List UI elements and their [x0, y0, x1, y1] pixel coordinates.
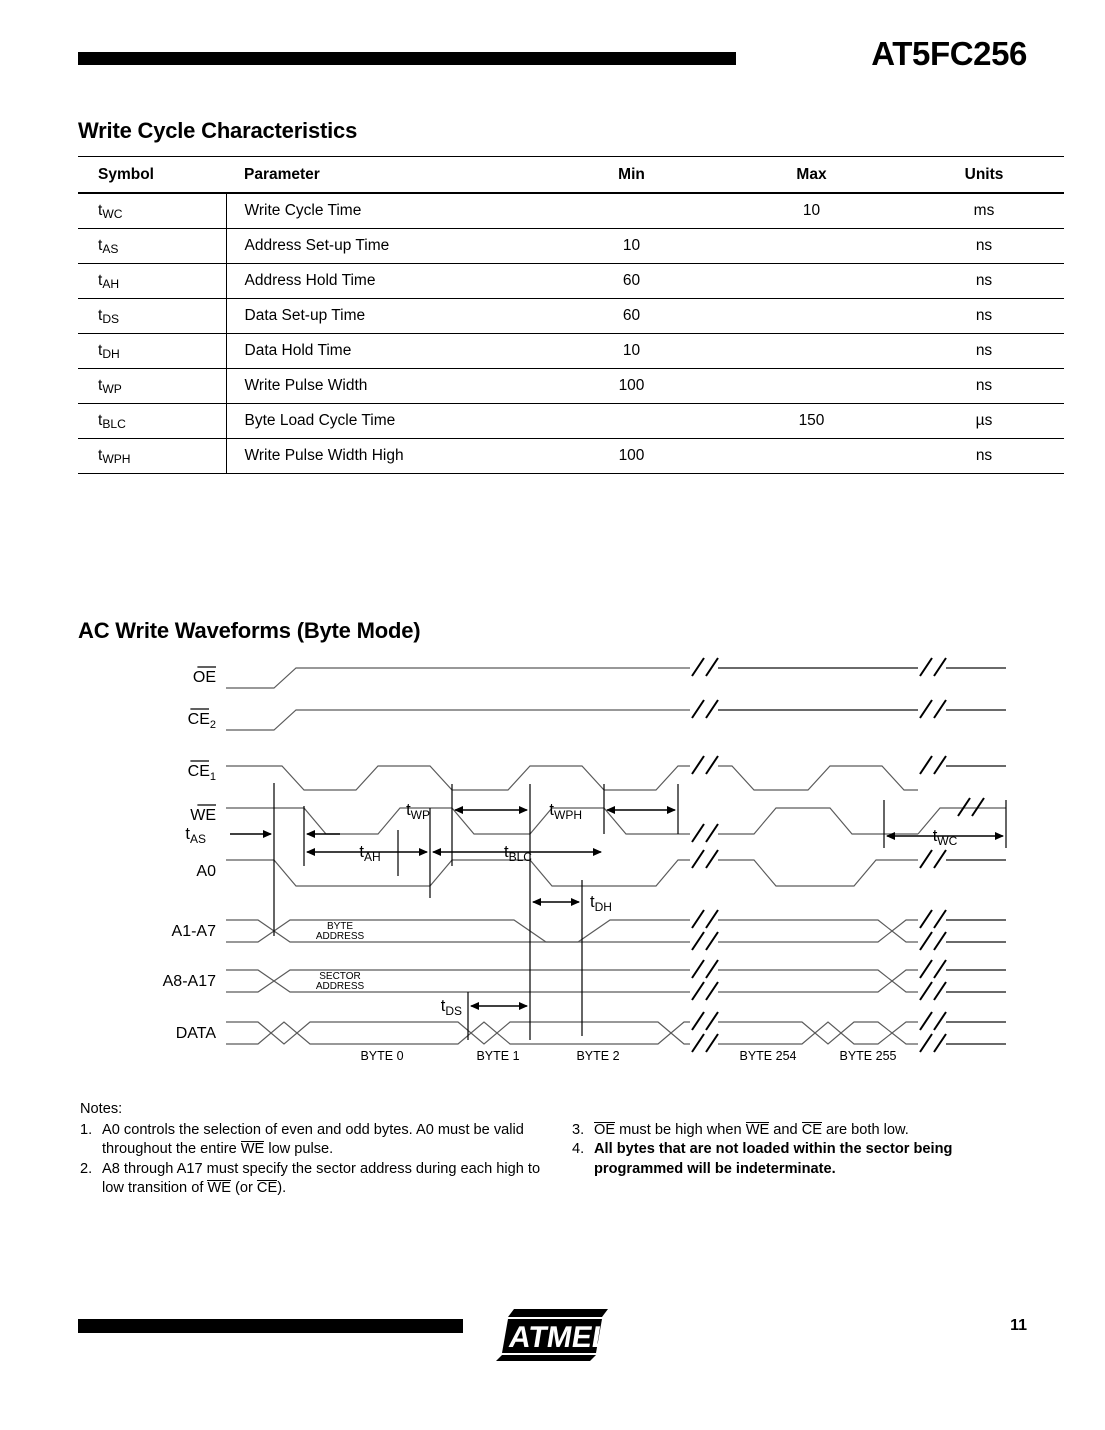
- write-cycle-characteristics-table: [78, 156, 1026, 474]
- signal-label-group: [163, 667, 217, 1042]
- overlined-signal: OE: [594, 1121, 616, 1138]
- timing-label-t-ds: $t_{DS}$: [440, 997, 462, 1018]
- ac-write-waveform-diagram: [78, 648, 1026, 1073]
- atmel-logo-text: ATMEL: [506, 1321, 613, 1354]
- cell-min: 10: [544, 334, 719, 369]
- table-row: [78, 334, 1064, 369]
- signal-label-ce: $CE_2$: [187, 711, 216, 731]
- table-row: [78, 264, 1064, 299]
- break-mark-a0: [692, 850, 946, 868]
- data-byte-label-group: [360, 1049, 896, 1063]
- waveform-trace-we: [226, 808, 1006, 834]
- signal-label-a8-a17: A8-A17: [162, 973, 216, 990]
- cell-units: ns: [904, 299, 1064, 334]
- break-mark-a1-a7: [692, 910, 946, 950]
- cell-min: [544, 193, 719, 229]
- column-header-units: Units: [904, 157, 1064, 194]
- cell-symbol: $t_{AS}$: [78, 229, 226, 264]
- timing-label-t-as: $t_{AS}$: [185, 825, 206, 846]
- overlined-signal: WE: [240, 1141, 265, 1157]
- cell-min: 100: [544, 439, 719, 474]
- timing-label-t-wph: $t_{WPH}$: [549, 801, 582, 822]
- note-item: [80, 1121, 548, 1160]
- column-header-parameter: Parameter: [226, 157, 544, 194]
- section-heading-write-cycle: Write Cycle Characteristics: [78, 118, 358, 143]
- timing-label-t-wc: $t_{WC}$: [932, 827, 958, 848]
- note-text: A8 through A17 must specify the sector address during each high to low transition of WE (or CE).: [102, 1160, 541, 1196]
- cell-units: ns: [904, 229, 1064, 264]
- table-header-row: [78, 157, 1064, 194]
- signal-label-a1-a7: A1-A7: [171, 923, 216, 940]
- cell-symbol: $t_{DS}$: [78, 299, 226, 334]
- signal-label-data: DATA: [175, 1025, 216, 1042]
- column-header-max: Max: [719, 157, 904, 194]
- footer-rule: [78, 1319, 463, 1333]
- column-header-symbol: Symbol: [78, 157, 226, 194]
- cell-max: 150: [719, 404, 904, 439]
- cell-max: [719, 334, 904, 369]
- page-header: [0, 0, 1105, 95]
- note-item: [572, 1140, 1040, 1179]
- waveform-svg: [78, 648, 1026, 1073]
- bus-annotation-byte-line1: BYTE: [326, 921, 354, 932]
- signal-label-a0: A0: [196, 863, 216, 880]
- table-header: [78, 157, 1064, 194]
- note-number: 4.: [572, 1141, 585, 1157]
- note-number: 3.: [572, 1121, 585, 1138]
- cell-max: [719, 229, 904, 264]
- timing-guide-lines: [274, 783, 1006, 1040]
- data-byte-label: BYTE 255: [839, 1049, 897, 1063]
- notes-column-right: [572, 1121, 1040, 1199]
- break-mark-a8-a17: [692, 960, 946, 1000]
- waveform-trace-a0: [226, 860, 1006, 886]
- note-item: [572, 1121, 1040, 1141]
- data-byte-label: BYTE 1: [476, 1049, 520, 1063]
- page-title: AT5FC256: [871, 35, 1027, 72]
- cell-max: [719, 439, 904, 474]
- waveform-trace-data: [226, 1022, 1006, 1044]
- note-number: 1.: [80, 1121, 93, 1138]
- bus-annotation-byte-line2: ADDRESS: [315, 931, 365, 942]
- timing-label-t-dh: $t_{DH}$: [590, 893, 612, 914]
- cell-symbol: $t_{WPH}$: [78, 439, 226, 474]
- cell-units: ns: [904, 439, 1064, 474]
- cell-parameter: Byte Load Cycle Time: [226, 404, 544, 439]
- cell-parameter: Write Cycle Time: [226, 193, 544, 229]
- table-row: [78, 299, 1064, 334]
- overlined-signal: CE: [801, 1121, 822, 1138]
- notes-title: Notes:: [80, 1101, 123, 1117]
- timing-label-group: [185, 801, 957, 1018]
- timing-label-t-ah: $t_{AH}$: [359, 843, 381, 864]
- table-row: [78, 404, 1064, 439]
- break-mark-data: [692, 1012, 946, 1052]
- notes-section: [80, 1100, 1040, 1199]
- data-byte-label: BYTE 2: [576, 1049, 620, 1063]
- break-mark-oe: [692, 658, 946, 676]
- table-row: [78, 193, 1064, 229]
- break-mark-ce1: [692, 756, 946, 774]
- cell-symbol: $t_{DH}$: [78, 334, 226, 369]
- cell-units: ns: [904, 264, 1064, 299]
- data-byte-label: BYTE 0: [360, 1049, 404, 1063]
- signal-label-we: WE: [190, 807, 216, 824]
- overlined-signal: WE: [745, 1121, 770, 1138]
- cell-parameter: Write Pulse Width High: [226, 439, 544, 474]
- cell-min: 100: [544, 369, 719, 404]
- cell-symbol: $t_{AH}$: [78, 264, 226, 299]
- waveform-trace-ce2: [226, 710, 1006, 730]
- atmel-logo: [490, 1295, 615, 1363]
- cell-max: [719, 264, 904, 299]
- section-heading-ac-write-waveforms: AC Write Waveforms (Byte Mode): [78, 618, 421, 643]
- column-header-min: Min: [544, 157, 719, 194]
- note-item: [80, 1160, 548, 1199]
- cell-parameter: Address Hold Time: [226, 264, 544, 299]
- bus-annotation-sector-line1: SECTOR: [319, 971, 361, 982]
- cell-min: 10: [544, 229, 719, 264]
- note-text: A0 controls the selection of even and odd bytes. A0 must be valid throughout the entire WE low pulse.: [102, 1121, 524, 1157]
- data-byte-label: BYTE 254: [739, 1049, 797, 1063]
- cell-units: ns: [904, 369, 1064, 404]
- page-number: 11: [1010, 1317, 1027, 1334]
- note-number: 2.: [80, 1160, 93, 1177]
- cell-max: [719, 369, 904, 404]
- cell-units: ns: [904, 334, 1064, 369]
- signal-label-ce: $CE_1$: [187, 763, 216, 783]
- cell-symbol: $t_{WC}$: [78, 193, 226, 229]
- cell-symbol: $t_{BLC}$: [78, 404, 226, 439]
- cell-max: [719, 299, 904, 334]
- cell-min: 60: [544, 299, 719, 334]
- cell-min: [544, 404, 719, 439]
- timing-label-t-wp: $t_{WP}$: [406, 801, 430, 822]
- notes-column-left: [80, 1121, 548, 1199]
- cell-parameter: Data Hold Time: [226, 334, 544, 369]
- page-footer: [0, 1295, 1105, 1375]
- cell-units: ms: [904, 193, 1064, 229]
- bus-annotation-sector-line2: ADDRESS: [315, 981, 365, 992]
- spec-table: [78, 156, 1064, 474]
- table-row: [78, 229, 1064, 264]
- cell-parameter: Data Set-up Time: [226, 299, 544, 334]
- overlined-signal: WE: [207, 1180, 231, 1196]
- timing-label-t-blc: $t_{BLC}$: [504, 843, 532, 864]
- waveform-trace-ce1: [226, 766, 1006, 790]
- cell-parameter: Address Set-up Time: [226, 229, 544, 264]
- table-row: [78, 369, 1064, 404]
- cell-min: 60: [544, 264, 719, 299]
- cell-max: 10: [719, 193, 904, 229]
- cell-parameter: Write Pulse Width: [226, 369, 544, 404]
- header-rule: [78, 52, 736, 65]
- note-text: OE must be high when WE and CE are both low.: [594, 1121, 909, 1138]
- overlined-signal: CE: [256, 1180, 278, 1196]
- signal-label-oe: OE: [192, 669, 216, 686]
- break-mark-ce2: [692, 700, 946, 718]
- waveform-trace-oe: [226, 668, 1006, 688]
- cell-symbol: $t_{WP}$: [78, 369, 226, 404]
- table-body: [78, 193, 1064, 474]
- cell-units: µs: [904, 404, 1064, 439]
- note-text: All bytes that are not loaded within the sector being programmed will be indeterminate.: [594, 1141, 953, 1177]
- table-row: [78, 439, 1064, 474]
